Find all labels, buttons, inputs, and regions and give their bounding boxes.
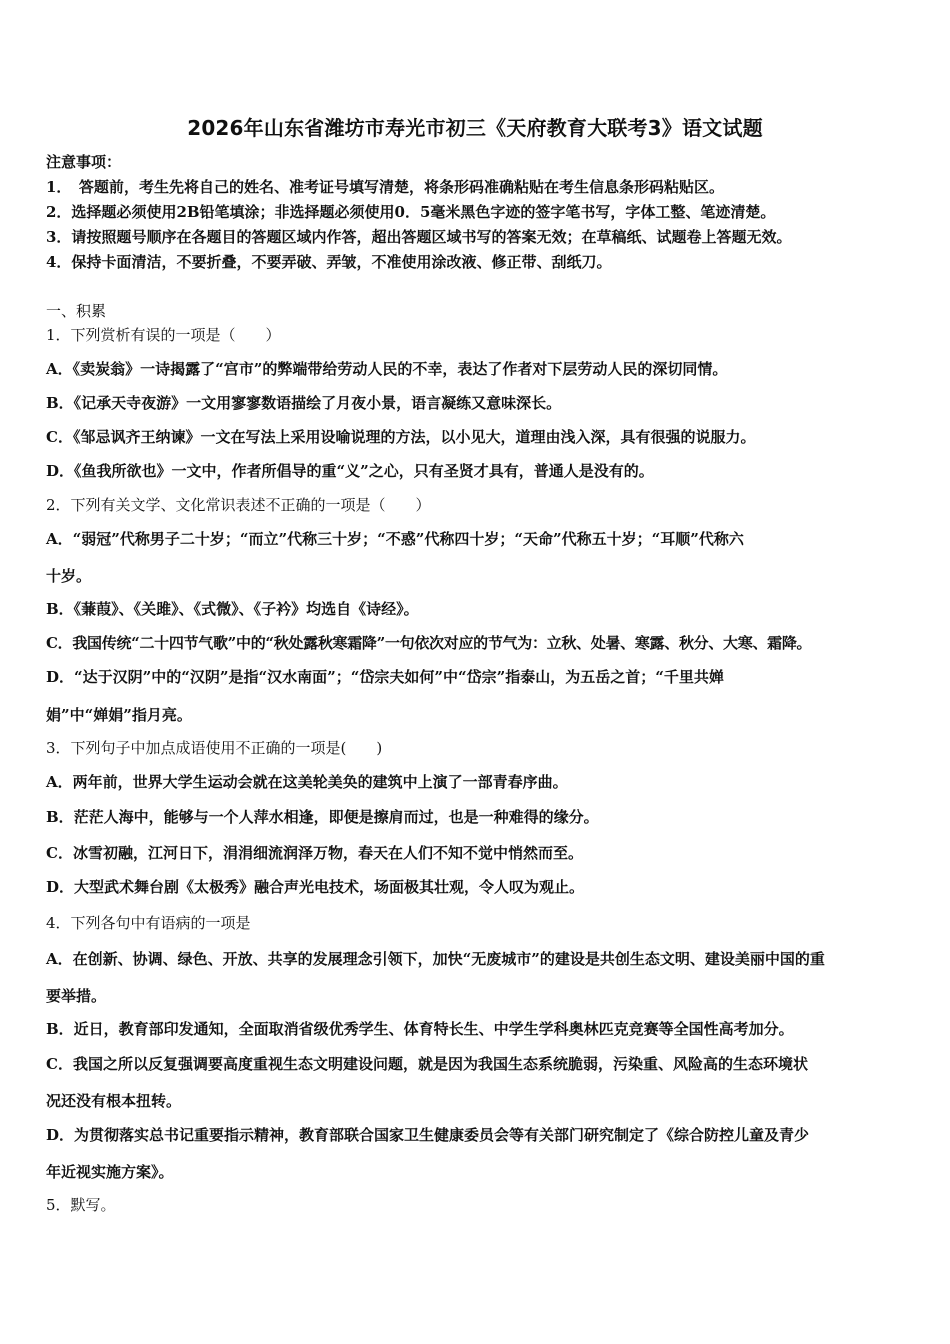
question-2-stem: 2．下列有关文学、文化常识表述不正确的一项是（ ） (46, 496, 431, 514)
question-1-option-a: A．《卖炭翁》一诗揭露了“宫市”的弊端带给劳动人民的不幸，表达了作者对下层劳动人民的深切同情。 (46, 360, 728, 378)
question-3-option-a: A．两年前，世界大学生运动会就在这美轮美奂的建筑中上演了一部青春序曲。 (46, 773, 568, 791)
question-4-option-c-line-1: C．我国之所以反复强调要高度重视生态文明建设问题，就是因为我国生态系统脆弱，污染重、风险高的生态环境状 (46, 1055, 808, 1073)
question-2-option-b: B．《蒹葭》、《关雎》、《式微》、《子衿》均选自《诗经》。 (46, 600, 419, 618)
notice-item-2: 2．选择题必须使用2B铅笔填涂；非选择题必须使用0．5毫米黑色字迹的签字笔书写，字体工整、笔迹清楚。 (46, 203, 776, 221)
question-4-option-d-line-1: D．为贯彻落实总书记重要指示精神，教育部联合国家卫生健康委员会等有关部门研究制定了《综合防控儿童及青少 (46, 1126, 810, 1144)
question-2-option-a-line-2: 十岁。 (46, 567, 92, 585)
question-3-option-b: B．茫茫人海中，能够与一个人萍水相逢，即便是擦肩而过，也是一种难得的缘分。 (46, 808, 599, 826)
section-heading-accumulation: 一、积累 (46, 302, 107, 320)
question-2-option-d-line-2: 娟”中“婵娟”指月亮。 (46, 706, 192, 724)
question-1-option-b: B．《记承天寺夜游》一文用寥寥数语描绘了月夜小景，语言凝练又意味深长。 (46, 394, 562, 412)
question-4-option-b: B．近日，教育部印发通知，全面取消省级优秀学生、体育特长生、中学生学科奥林匹克竞赛等全国性高考加分。 (46, 1020, 794, 1038)
question-1-option-d: D．《鱼我所欲也》一文中，作者所倡导的重“义”之心，只有圣贤才具有，普通人是没有的。 (46, 462, 654, 480)
question-4-option-d-line-2: 年近视实施方案》。 (46, 1163, 174, 1181)
question-1-stem: 1．下列赏析有误的一项是（ ） (46, 326, 281, 344)
question-4-option-a-line-2: 要举措。 (46, 987, 107, 1005)
question-4-option-a-line-1: A．在创新、协调、绿色、开放、共享的发展理念引领下，加快“无废城市”的建设是共创生态文明、建设美丽中国的重 (46, 950, 825, 968)
question-2-option-a-line-1: A．“弱冠”代称男子二十岁；“而立”代称三十岁；“不惑”代称四十岁；“天命”代称五十岁；“耳顺”代称六 (46, 530, 744, 548)
question-3-stem: 3．下列句子中加点成语使用不正确的一项是( ) (46, 739, 383, 757)
notice-item-4: 4．保持卡面清洁，不要折叠，不要弄破、弄皱，不准使用涂改液、修正带、刮纸刀。 (46, 253, 612, 271)
question-2-option-c: C．我国传统“二十四节气歌”中的“秋处露秋寒霜降”一句依次对应的节气为：立秋、处暑、寒露、秋分、大寒、霜降。 (46, 634, 812, 652)
question-4-option-c-line-2: 况还没有根本扭转。 (46, 1092, 182, 1110)
question-2-option-d-line-1: D．“达于汉阴”中的“汉阴”是指“汉水南面”；“岱宗夫如何”中“岱宗”指泰山，为五岳之首；“千里共婵 (46, 668, 724, 686)
exam-title: 2026年山东省潍坊市寿光市初三《天府教育大联考3》语文试题 (187, 116, 763, 140)
notice-item-3: 3．请按照题号顺序在各题目的答题区域内作答，超出答题区域书写的答案无效；在草稿纸、试题卷上答题无效。 (46, 228, 792, 246)
notice-heading: 注意事项： (46, 153, 122, 171)
question-4-stem: 4．下列各句中有语病的一项是 (46, 914, 251, 932)
question-1-option-c: C．《邹忌讽齐王纳谏》一文在写法上采用设喻说理的方法，以小见大，道理由浅入深，具有很强的说服力。 (46, 428, 756, 446)
question-5-stem: 5．默写。 (46, 1196, 116, 1214)
question-3-option-d: D．大型武术舞台剧《太极秀》融合声光电技术，场面极其壮观，令人叹为观止。 (46, 878, 585, 896)
notice-item-1: 1． 答题前，考生先将自己的姓名、准考证号填写清楚，将条形码准确粘贴在考生信息条形码粘贴区。 (46, 178, 724, 196)
question-3-option-c: C．冰雪初融，江河日下，涓涓细流润泽万物，春天在人们不知不觉中悄然而至。 (46, 844, 583, 862)
